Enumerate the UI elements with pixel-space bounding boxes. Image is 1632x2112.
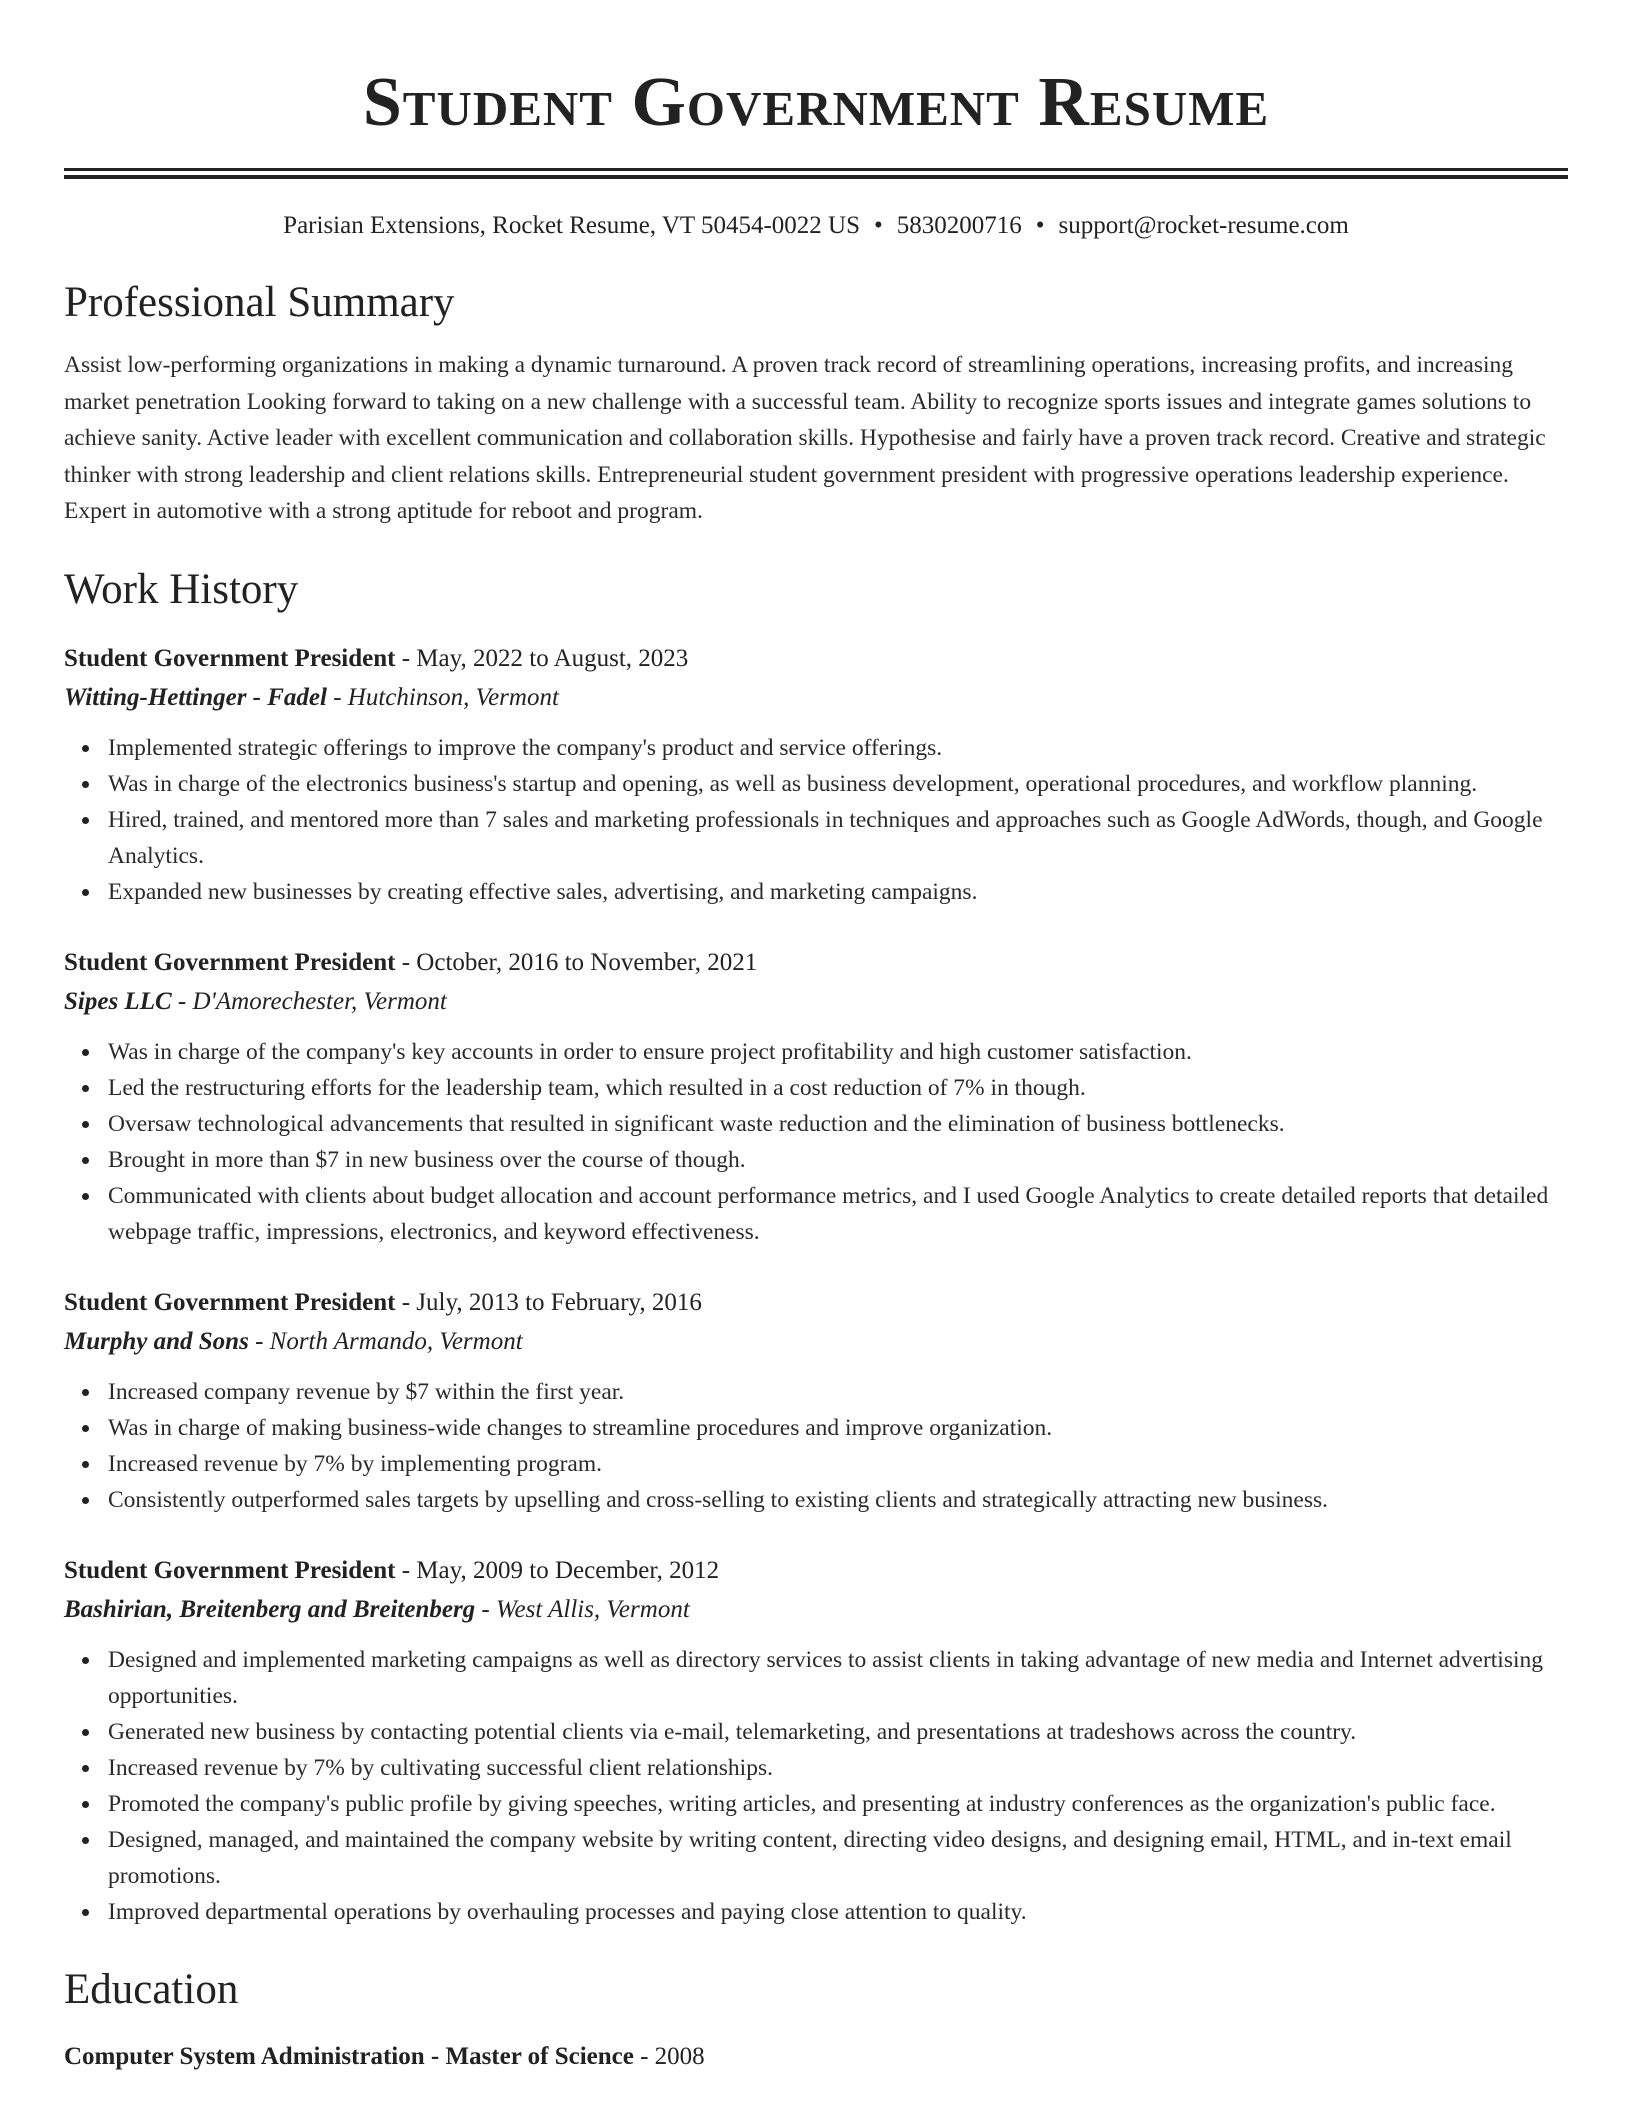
job-dates: - May, 2022 to August, 2023 bbox=[395, 644, 689, 672]
education-degree: Computer System Administration - Master of Science bbox=[64, 2042, 634, 2070]
job-bullet: Designed, managed, and maintained the company website by writing content, directing video designs, and designing email, HTML, and in-text email promotions. bbox=[108, 1822, 1568, 1894]
company-name: Bashirian, Breitenberg and Breitenberg bbox=[64, 1595, 476, 1623]
job-bullet: Expanded new businesses by creating effective sales, advertising, and marketing campaigns. bbox=[108, 874, 1568, 910]
job-entry bbox=[64, 640, 1568, 910]
job-bullets bbox=[64, 730, 1568, 910]
job-title-line bbox=[64, 640, 1568, 678]
job-entry bbox=[64, 1284, 1568, 1518]
section-heading-work-history: Work History bbox=[64, 565, 299, 613]
job-bullet: Was in charge of the electronics business's startup and opening, as well as business development, operational procedures, and workflow planning. bbox=[108, 766, 1568, 802]
resume-title: Student Government Resume bbox=[362, 64, 1270, 141]
job-bullet: Increased company revenue by $7 within the first year. bbox=[108, 1374, 1568, 1410]
company-location: - North Armando, Vermont bbox=[248, 1327, 523, 1355]
job-title: Student Government President bbox=[64, 1288, 396, 1316]
job-bullet: Improved departmental operations by overhauling processes and paying close attention to quality. bbox=[108, 1894, 1568, 1930]
job-bullet: Hired, trained, and mentored more than 7 sales and marketing professionals in techniques and approaches such as Google AdWords, though, and Google Analytics. bbox=[108, 802, 1568, 874]
job-entry bbox=[64, 944, 1568, 1250]
company-line bbox=[64, 982, 1568, 1022]
job-title-line bbox=[64, 1552, 1568, 1590]
job-bullet: Increased revenue by 7% by implementing program. bbox=[108, 1446, 1568, 1482]
job-bullet: Increased revenue by 7% by cultivating successful client relationships. bbox=[108, 1750, 1568, 1786]
job-bullet: Communicated with clients about budget allocation and account performance metrics, and I used Google Analytics to create detailed reports that detailed webpage traffic, impressions, electronics, and keyword effectiveness. bbox=[108, 1178, 1568, 1250]
job-dates: - May, 2009 to December, 2012 bbox=[395, 1556, 720, 1584]
resume-page bbox=[64, 0, 1568, 2076]
professional-summary-section bbox=[64, 277, 1568, 530]
work-history-section bbox=[64, 564, 1568, 1930]
company-location: - Hutchinson, Vermont bbox=[326, 683, 559, 711]
job-bullet: Generated new business by contacting potential clients via e-mail, telemarketing, and presentations at tradeshows across the country. bbox=[108, 1714, 1568, 1750]
job-bullet: Consistently outperformed sales targets by upselling and cross-selling to existing clients and strategically attracting new business. bbox=[108, 1482, 1568, 1518]
job-title: Student Government President bbox=[64, 1556, 396, 1584]
company-name: Murphy and Sons bbox=[64, 1327, 249, 1355]
job-entry bbox=[64, 1552, 1568, 1930]
contact-phone: 5830200716 bbox=[896, 212, 1022, 239]
summary-text: Assist low-performing organizations in making a dynamic turnaround. A proven track record of streamlining operations, increasing profits, and increasing market penetration Looking forward to taking on a new challenge with a successful team. Ability to recognize sports issues and integrate games solutions to achieve sanity. Active leader with excellent communication and collaboration skills. Hypothesise and fairly have a proven track record. Creative and strategic thinker with strong leadership and client relations skills. Entrepreneurial student government president with progressive operations leadership experience. Expert in automotive with a strong aptitude for reboot and program. bbox=[64, 352, 1546, 524]
job-dates: - October, 2016 to November, 2021 bbox=[395, 948, 758, 976]
company-line bbox=[64, 1322, 1568, 1362]
contact-separator: • bbox=[1035, 212, 1045, 239]
job-title-line bbox=[64, 944, 1568, 982]
education-year: - 2008 bbox=[633, 2042, 705, 2070]
job-title: Student Government President bbox=[64, 644, 396, 672]
company-location: - D'Amorechester, Vermont bbox=[171, 987, 447, 1015]
contact-separator: • bbox=[874, 212, 883, 239]
job-bullet: Oversaw technological advancements that resulted in significant waste reduction and the elimination of business bottlenecks. bbox=[108, 1106, 1568, 1142]
job-bullet: Promoted the company's public profile by giving speeches, writing articles, and presenting at industry conferences as the organization's public face. bbox=[108, 1786, 1568, 1822]
job-bullet: Was in charge of the company's key accounts in order to ensure project profitability and high customer satisfaction. bbox=[108, 1034, 1568, 1070]
job-bullet: Implemented strategic offerings to improve the company's product and service offerings. bbox=[108, 730, 1568, 766]
job-bullet: Led the restructuring efforts for the leadership team, which resulted in a cost reduction of 7% in though. bbox=[108, 1070, 1568, 1106]
job-bullets bbox=[64, 1034, 1568, 1250]
company-name: Sipes LLC bbox=[64, 987, 172, 1015]
contact-line bbox=[64, 209, 1568, 243]
job-bullets bbox=[64, 1374, 1568, 1518]
job-dates: - July, 2013 to February, 2016 bbox=[395, 1288, 702, 1316]
company-location: - West Allis, Vermont bbox=[475, 1595, 690, 1623]
job-bullet: Brought in more than $7 in new business over the course of though. bbox=[108, 1142, 1568, 1178]
company-line bbox=[64, 1590, 1568, 1630]
job-title: Student Government President bbox=[64, 948, 396, 976]
contact-address: Parisian Extensions, Rocket Resume, VT 50454-0022 US bbox=[283, 212, 860, 239]
company-name: Witting-Hettinger - Fadel bbox=[64, 683, 327, 711]
education-section bbox=[64, 1964, 1568, 2076]
title-divider bbox=[64, 168, 1568, 179]
job-bullet: Was in charge of making business-wide changes to streamline procedures and improve organization. bbox=[108, 1410, 1568, 1446]
job-bullets bbox=[64, 1642, 1568, 1930]
job-title-line bbox=[64, 1284, 1568, 1322]
job-bullet: Designed and implemented marketing campaigns as well as directory services to assist clients in taking advantage of new media and Internet advertising opportunities. bbox=[108, 1642, 1568, 1714]
section-heading-education: Education bbox=[64, 1965, 239, 2013]
contact-email: support@rocket-resume.com bbox=[1058, 212, 1349, 239]
section-heading-summary: Professional Summary bbox=[64, 279, 455, 326]
company-line bbox=[64, 678, 1568, 718]
education-entry bbox=[64, 2038, 1568, 2076]
